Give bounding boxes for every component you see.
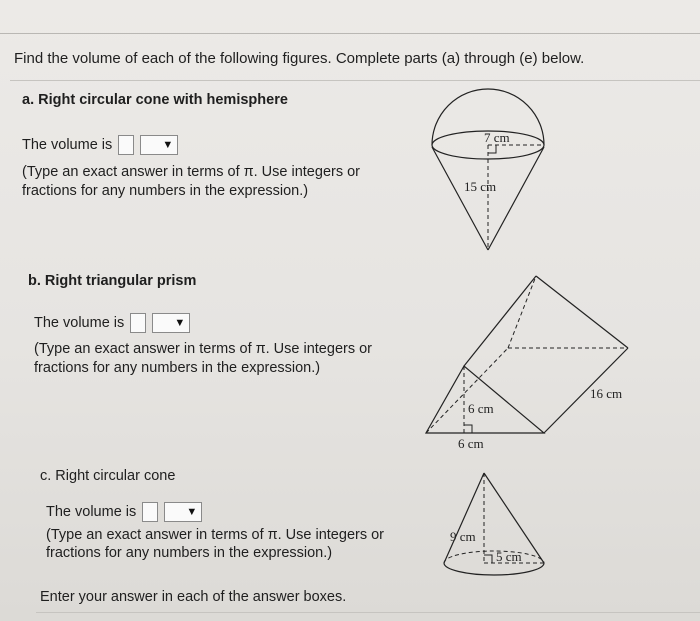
part-b-length-label: 16 cm <box>590 386 623 401</box>
part-c-answer-box[interactable] <box>142 502 158 522</box>
instruction-text: Find the volume of each of the following figures. Complete parts (a) through (e) below. <box>14 50 585 67</box>
figure-right-circular-cone <box>440 465 550 585</box>
triangle-down-icon: ▼ <box>174 317 186 329</box>
part-a-title: a. Right circular cone with hemisphere <box>22 92 288 108</box>
part-b-unit-dropdown[interactable] <box>152 313 190 333</box>
part-b-answer-box[interactable] <box>130 313 146 333</box>
part-c-hint-line1: (Type an exact answer in terms of π. Use integers or <box>46 527 385 543</box>
part-c-answer-row <box>46 502 202 522</box>
part-a-height-label: 15 cm <box>464 179 497 194</box>
footer-divider <box>36 612 700 613</box>
part-a-hint-line1: (Type an exact answer in terms of π. Use integers or <box>22 164 361 180</box>
instruction-divider <box>10 80 700 81</box>
part-b-answer-row <box>34 313 190 333</box>
part-b-prompt: The volume is <box>34 315 125 331</box>
figure-triangular-prism <box>420 270 640 455</box>
part-c-slant-label: 9 cm <box>450 529 476 544</box>
triangle-down-icon: ▼ <box>186 506 198 518</box>
part-b-height-label: 6 cm <box>468 401 494 416</box>
part-b-title: b. Right triangular prism <box>28 273 197 289</box>
part-c-hint-line2: fractions for any numbers in the expression.) <box>46 545 333 561</box>
part-a-prompt: The volume is <box>22 137 113 153</box>
part-c-prompt: The volume is <box>46 504 137 520</box>
part-b-hint-line1: (Type an exact answer in terms of π. Use integers or <box>34 341 373 357</box>
part-b-hint-line2: fractions for any numbers in the expression.) <box>34 360 321 376</box>
part-c-title: c. Right circular cone <box>40 468 176 484</box>
part-c-radius-label: 5 cm <box>496 549 522 564</box>
figure-cone-hemisphere <box>420 85 560 260</box>
footer-note: Enter your answer in each of the answer boxes. <box>40 589 347 605</box>
triangle-down-icon: ▼ <box>162 139 174 151</box>
top-divider <box>0 33 700 34</box>
part-a-answer-row <box>22 135 178 155</box>
part-a-unit-dropdown[interactable] <box>140 135 178 155</box>
part-a-hint-line2: fractions for any numbers in the expression.) <box>22 183 309 199</box>
part-a-answer-box[interactable] <box>118 135 134 155</box>
part-b-base-label: 6 cm <box>458 436 484 451</box>
part-c-unit-dropdown[interactable] <box>164 502 202 522</box>
part-a-radius-label: 7 cm <box>484 130 510 145</box>
